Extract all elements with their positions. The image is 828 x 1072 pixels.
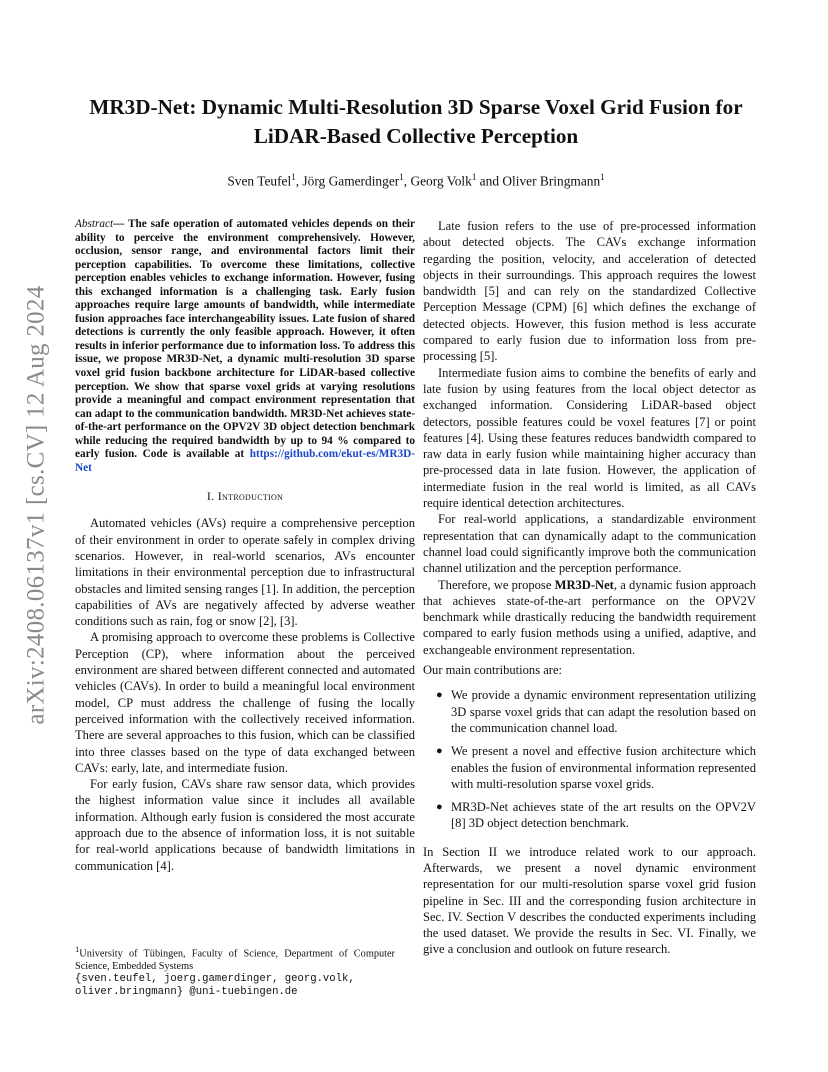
author-affiliation-mark: 1 bbox=[291, 172, 296, 182]
bullet-icon: ● bbox=[436, 801, 443, 814]
arxiv-identifier-stamp bbox=[21, 280, 53, 730]
section-number: I. bbox=[206, 489, 218, 504]
intro-paragraph-3: For early fusion, CAVs share raw sensor data, which provides the highest information value since it includes all available information. Although early fusion is considered the most accurate approach due to the absence of information loss, it is not suitable for real-world applications because of bandwidth limitations in communication [4]. bbox=[75, 777, 415, 873]
footnote-mark: 1 bbox=[75, 944, 80, 954]
list-item bbox=[423, 687, 756, 736]
left-column bbox=[75, 218, 415, 874]
paper-title bbox=[70, 93, 762, 151]
abstract-dash: — bbox=[113, 218, 125, 230]
contribution-text: MR3D-Net achieves state of the art results on the OPV2V [8] 3D object detection benchmark. bbox=[451, 800, 756, 831]
intro-paragraph-1: Automated vehicles (AVs) require a comprehensive perception of their environment in order to operate safely in complex driving scenarios. However, in real-world scenarios, AVs encounter limitations in their environmental perception due to infrastructural obstacles and limited sensing ranges [1]. In addition, the perception capabilities of AVs are negatively affected by adverse weather conditions such as rain, fog or snow [2], [3]. bbox=[75, 516, 415, 629]
intermediate-fusion-paragraph: Intermediate fusion aims to combine the benefits of early and late fusion by using features from the local object detector as exchanged information. Considering LiDAR-based object detectors, possible features could be voxel features [7] or point features [4]. Using these features reduces bandwidth compared to raw data in early fusion while maintaining higher accuracy than pre-processed data in late fusion. However, the application of intermediate fusion in the real world is limited, as all CAVs require identical detection architectures. bbox=[423, 365, 756, 511]
paper-title-line-2: LiDAR-Based Collective Perception bbox=[253, 124, 579, 148]
author-name: Sven Teufel bbox=[227, 173, 292, 189]
section-title: Introduction bbox=[217, 489, 284, 504]
author-affiliation-mark: 1 bbox=[471, 172, 477, 182]
contributions-list bbox=[423, 687, 756, 831]
author-list bbox=[70, 172, 762, 189]
abstract-lead: Abstract bbox=[75, 218, 114, 230]
code-repository-link[interactable]: https://github.com/ekut-es/MR3D-Net bbox=[75, 448, 415, 474]
footnote-affiliation-text: University of Tübingen, Faculty of Science, Department of Computer Science, Embedded Systems bbox=[75, 948, 395, 973]
author-separator: , bbox=[295, 173, 303, 189]
late-fusion-paragraph: Late fusion refers to the use of pre-processed information about detected objects. The CAVs exchange information regarding the position, velocity, and acceleration of detected objects in their surroundings. This approach requires the lowest bandwidth [5] and can rely on the standardized Collective Perception Message (CPM) [6] which defines the exchange of detected objects. However, this fusion method is less accurate compared to early fusion due to information loss from pre-processing [5]. bbox=[423, 219, 756, 364]
intro-paragraph-2: A promising approach to overcome these problems is Collective Perception (CP), where information about the perceived environment are shared between different connected and automated vehicles (CAVs). In order to build a meaningful local environment model, CP must address the challenge of fusing the locally perceived information with the collectively received information. There are several approaches to this fusion, which can be classified into three classes based on the type of data exchanged between CAVs: early, late, and intermediate fusion. bbox=[75, 630, 415, 775]
arxiv-identifier-text: arXiv:2408.06137v1 [cs.CV] 12 Aug 2024 bbox=[23, 285, 50, 725]
right-column bbox=[423, 218, 756, 958]
real-world-paragraph: For real-world applications, a standardizable environment representation that can dynamically adapt to the communication channel load could significantly improve both the communication channel utilization and the perception performance. bbox=[423, 512, 756, 576]
bullet-icon: ● bbox=[436, 689, 443, 702]
author-separator: , bbox=[403, 173, 411, 189]
list-item bbox=[423, 743, 756, 792]
abstract-text: The safe operation of automated vehicles depends on their ability to perceive the environment comprehensively. However, occlusion, sensor range, and environmental factors limit their perception capabilities. To overcome these limitations, collective perception enables vehicles to exchange information. However, fusing this exchanged information is a challenging task. Early fusion approaches require large amounts of bandwidth, while intermediate fusion approaches face interchangeability issues. Late fusion of shared detections is currently the only feasible approach. However, it often results in inferior performance due to information loss. To address this issue, we propose MR3D-Net, a dynamic multi-resolution 3D sparse voxel grid fusion backbone architecture for LiDAR-based collective perception. We show that sparse voxel grids at varying resolutions provide a meaningful and compact environment representation that can adapt to the communication bandwidth. MR3D-Net achieves state-of-the-art performance on the OPV2V 3D object detection benchmark while reducing the required bandwidth by up to 94 % compared to early fusion. Code is available at bbox=[75, 218, 415, 461]
outline-paragraph: In Section II we introduce related work to our approach. Afterwards, we present a novel dynamic environment representation for our multi-resolution sparse voxel grid fusion pipeline in Sec. III and the corresponding fusion architecture in Sec. IV. Section V describes the conducted experiments including the used dataset. We provide the results in Sec. VI. Finally, we give a conclusion and outlook on future research. bbox=[423, 844, 756, 957]
bullet-icon: ● bbox=[436, 745, 443, 758]
affiliation-footnote bbox=[75, 943, 395, 999]
footnote-affiliation bbox=[75, 943, 395, 973]
contribution-text: We present a novel and effective fusion architecture which enables the fusion of environmental information represented with multi-resolution sparse voxel grids. bbox=[451, 744, 756, 791]
contributions-intro: Our main contributions are: bbox=[423, 663, 563, 678]
author-affiliation-mark: 1 bbox=[399, 172, 404, 182]
proposal-post: , a dynamic fusion approach that achieves state-of-the-art performance on the OPV2V benchmark while drastically reducing the bandwidth requirement compared to early fusion methods using a unified, adaptive, and exchangeable environment representation. bbox=[423, 577, 756, 657]
list-item bbox=[423, 799, 756, 832]
author-name: Jörg Gamerdinger bbox=[302, 173, 400, 189]
author-name: Georg Volk bbox=[410, 173, 472, 189]
section-heading-introduction bbox=[75, 489, 415, 504]
proposal-pre: Therefore, we propose bbox=[438, 577, 555, 592]
author-name: Oliver Bringmann bbox=[502, 173, 601, 189]
abstract bbox=[75, 218, 415, 475]
paper-title-line-1: MR3D-Net: Dynamic Multi-Resolution 3D Sparse Voxel Grid Fusion for bbox=[89, 95, 743, 119]
contribution-text: We provide a dynamic environment representation utilizing 3D sparse voxel grids that can adapt the resolution based on the communication channel load. bbox=[451, 688, 756, 735]
author-separator: and bbox=[476, 173, 503, 189]
footnote-emails: {sven.teufel, joerg.gamerdinger, georg.volk, oliver.bringmann} @uni-tuebingen.de bbox=[75, 973, 355, 999]
method-name: MR3D-Net bbox=[554, 577, 614, 592]
proposal-paragraph bbox=[423, 577, 756, 658]
author-affiliation-mark: 1 bbox=[600, 172, 605, 182]
